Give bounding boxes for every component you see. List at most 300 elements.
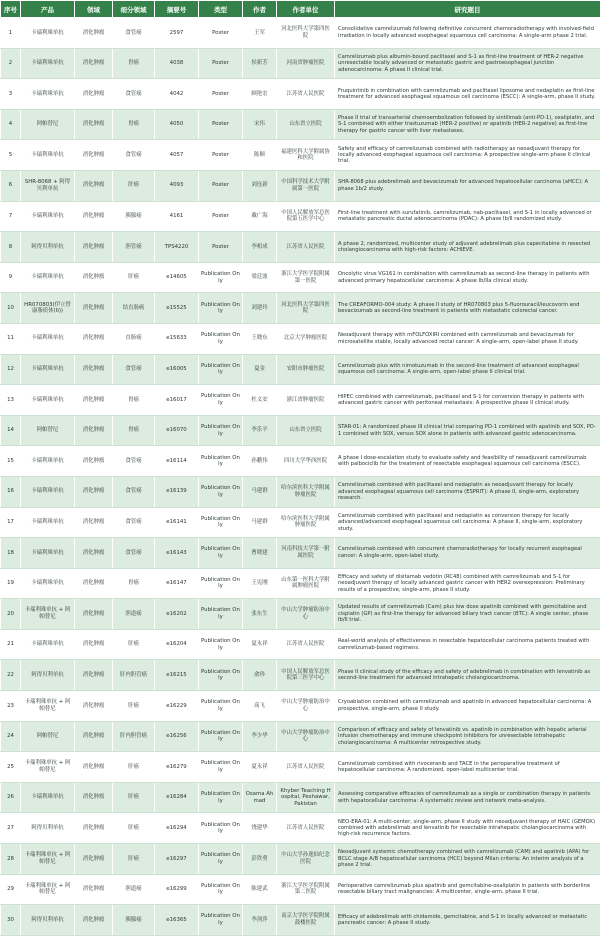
cell-field: 消化肿瘤 [75,79,113,110]
cell-field: 消化肿瘤 [75,844,113,875]
cell-type: Publication Only [199,844,243,875]
table-row [1,140,600,171]
cell-product: 卡瑞利珠单抗 [21,262,75,293]
cell-no: 8 [1,232,21,263]
table-row [1,813,600,844]
table-row [1,660,600,691]
table-row [1,476,600,507]
table-row [1,48,600,79]
cell-title: Perioperative camrelizumab plus apatinib and gemcitabine-oxaliplatin in patients with borderline resectable biliary tract malignancies: A multicenter, single-arm, phase II trial. [335,874,600,905]
cell-abstract: e16229 [155,691,199,722]
cell-type: Publication Only [199,905,243,936]
cell-title: Camrelizumab combined with concurrent chemoradiotherapy for locally recurrent esophageal cancer: A single-arm, open-label study. [335,538,600,569]
cell-type: Publication Only [199,752,243,783]
cell-institution: Khyber Teaching Hospital, Peshawar, Pakistan [277,782,335,813]
cell-title: Camrelizumab plus with nimotuzumab in the second-line treatment of advanced esophageal squamous cell carcinoma: A single-arm, open-label phase II clinical trial. [335,354,600,385]
cell-author: 李相成 [243,232,277,263]
header-author: 作者 [243,1,277,18]
cell-institution: 河北医科大学第四医院 [277,18,335,49]
cell-abstract: e16284 [155,782,199,813]
cell-no: 10 [1,293,21,324]
table-row [1,232,600,263]
cell-author: 曹晓建 [243,538,277,569]
cell-title: Fruquintinib in combination with camrelizumab and paclitaxel liposome and nedaplatin as first-line treatment for advanced esophageal squamous cell carcinoma (ESCC): A single-arm, phase II study. [335,79,600,110]
cell-product: 卡瑞利珠单抗 [21,79,75,110]
cell-field: 消化肿瘤 [75,323,113,354]
cell-field: 消化肿瘤 [75,568,113,599]
cell-abstract: 2597 [155,18,199,49]
cell-title: Comparison of efficacy and safety of lenvatinib vs. apatinib in combination with hepatic arterial infusion chemotherapy and immune checkpoint inhibitors for unresectable intrahepatic cholangiocarcinoma: A multicenter retrospective study. [335,721,600,752]
cell-product: 阿帕替尼 [21,721,75,752]
cell-product: 卡瑞利珠单抗 [21,201,75,232]
cell-abstract: e15633 [155,323,199,354]
cell-title: Phase II clinical study of the efficacy and safety of adebrelimab in combination with lenvatinib as second-line treatment for advanced intrahepatic cholangiocarcinoma. [335,660,600,691]
cell-institution: 中国人民解放军总医院第五医学中心 [277,201,335,232]
cell-title: Cryoablation combined with camrelizumab and apatinib in advanced hepatocellular carcinoma: A prospective, single-arm, phase II study. [335,691,600,722]
cell-abstract: e16139 [155,476,199,507]
cell-subfield: 胃癌 [113,109,155,140]
cell-abstract: e16202 [155,599,199,630]
cell-title: First-line treatment with surufatinib, camrelizumab, nab-paclitaxel, and S-1 in locally advanced or metastatic pancreatic ductal adenocarcinoma (PDAC): A phase Ib/II randomized study. [335,201,600,232]
cell-product: 阿帕替尼 [21,109,75,140]
cell-title: Neoadjuvant systemic chemotherapy combined with camrelizumab (CAM) and apatinib (APA) for BCLC stage A/B hepatocellular carcinoma (HCC) beyond Milan criteria: An interim analysis of a phase 2 trial. [335,844,600,875]
table-row [1,629,600,660]
cell-product: 卡瑞利珠单抗 [21,629,75,660]
cell-title: SHR-8068 plus adebrelimab and bevacizumab for advanced hepatocellular carcinoma (aHCC): A phase 1b/2 study. [335,170,600,201]
cell-abstract: e16215 [155,660,199,691]
cell-type: Publication Only [199,660,243,691]
cell-author: 张东生 [243,599,277,630]
cell-product: 阿得贝利单抗 [21,232,75,263]
cell-type: Publication Only [199,721,243,752]
cell-subfield: 胆管癌 [113,232,155,263]
cell-subfield: 食管癌 [113,446,155,477]
cell-abstract: 4050 [155,109,199,140]
cell-subfield: 食管癌 [113,507,155,538]
cell-author: 夏金 [243,354,277,385]
cell-type: Poster [199,170,243,201]
cell-institution: 江苏省人民医院 [277,629,335,660]
cell-institution: 中国科学技术大学附属第一医院 [277,170,335,201]
cell-field: 消化肿瘤 [75,262,113,293]
cell-subfield: 结直肠癌 [113,293,155,324]
cell-type: Poster [199,109,243,140]
cell-subfield: 食管癌 [113,79,155,110]
cell-field: 消化肿瘤 [75,232,113,263]
cell-author: 李剑萍 [243,905,277,936]
header-no: 序号 [1,1,21,18]
cell-no: 17 [1,507,21,538]
cell-abstract: e16141 [155,507,199,538]
cell-author: 夏永祥 [243,629,277,660]
cell-no: 6 [1,170,21,201]
cell-title: Camrelizumab combined with rivoceranib and TACE in the perioperative treatment of hepatocellular carcinoma: A randomized, open-label multicenter trial. [335,752,600,783]
cell-field: 消化肿瘤 [75,691,113,722]
cell-abstract: 4038 [155,48,199,79]
cell-product: 卡瑞利珠单抗 [21,446,75,477]
cell-field: 消化肿瘤 [75,354,113,385]
table-row [1,293,600,324]
cell-type: Publication Only [199,813,243,844]
cell-title: Assessing comparative efficacies of camrelizumab as a single or combination therapy in patients with hepatocellular carcinoma: A systematic review and network meta-analysis. [335,782,600,813]
cell-product: 阿得贝利单抗 [21,660,75,691]
cell-type: Publication Only [199,782,243,813]
cell-institution: 四川大学华西医院 [277,446,335,477]
cell-field: 消化肿瘤 [75,385,113,416]
table-row [1,782,600,813]
cell-institution: 安阳市肿瘤医院 [277,354,335,385]
cell-field: 消化肿瘤 [75,109,113,140]
table-body [1,18,600,936]
cell-abstract: 4161 [155,201,199,232]
cell-author: 王晓东 [243,323,277,354]
table-row [1,568,600,599]
cell-product: 卡瑞利珠单抗 + 阿帕替尼 [21,599,75,630]
cell-product: 卡瑞利珠单抗 + 阿帕替尼 [21,874,75,905]
cell-product: 阿帕替尼 [21,415,75,446]
header-abstract: 摘要号 [155,1,199,18]
cell-type: Publication Only [199,599,243,630]
cell-no: 2 [1,48,21,79]
table-row [1,844,600,875]
cell-subfield: 肝癌 [113,844,155,875]
cell-title: Safety and efficacy of camrelizumab combined with radiotherapy as neoadjuvant therapy for locally advanced esophageal squamous cell carcinoma: A prospective single-arm phase II clinical trial. [335,140,600,171]
cell-title: STAR-01: A randomized phase III clinical trial comparing PD-1 combined with apatinib and SOX, PD-1 combined with SOX, versus SOX alone in patients with advanced gastric adenocarcinoma. [335,415,600,446]
cell-title: The CREAFORMO-004 study: A phase II study of HR070803 plus 5-fluorouracil/leucovorin and bevacizumab as second-line treatment in patients with metastatic colorectal cancer. [335,293,600,324]
cell-subfield: 胃癌 [113,568,155,599]
cell-institution: 浙江大学医学院附属第一医院 [277,262,335,293]
cell-no: 3 [1,79,21,110]
cell-no: 15 [1,446,21,477]
cell-institution: 江苏省人民医院 [277,232,335,263]
cell-no: 12 [1,354,21,385]
cell-abstract: e16114 [155,446,199,477]
cell-institution: 山东省立医院 [277,415,335,446]
cell-no: 18 [1,538,21,569]
cell-field: 消化肿瘤 [75,813,113,844]
cell-title: NEO-ERA-01: A multi-center, single-arm, phase II study with neoadjuvant therapy of HAIC (GEMOX) combined with adebrelimab and lenvatinib for resectable intrahepatic cholangiocarcinoma with high-risk recurrence factors. [335,813,600,844]
cell-product: 卡瑞利珠单抗 [21,48,75,79]
cell-no: 11 [1,323,21,354]
header-product: 产品 [21,1,75,18]
cell-field: 消化肿瘤 [75,446,113,477]
table-row [1,905,600,936]
cell-abstract: e16279 [155,752,199,783]
cell-author: 王宪刚 [243,568,277,599]
cell-title: Consolidative camrelizumab following definitive concurrent chemoradiotherapy with involved-field irradiation in locally advanced esophageal squamous cell carcinoma: A single-arm phase 2 trial. [335,18,600,49]
cell-no: 19 [1,568,21,599]
cell-institution: 哈尔滨医科大学附属肿瘤医院 [277,476,335,507]
cell-abstract: e15525 [155,293,199,324]
cell-no: 29 [1,874,21,905]
cell-author: 侯新芳 [243,48,277,79]
cell-product: 卡瑞利珠单抗 [21,507,75,538]
table-row [1,354,600,385]
table-row [1,18,600,49]
cell-institution: 北京大学肿瘤医院 [277,323,335,354]
table-row [1,752,600,783]
cell-subfield: 肝癌 [113,262,155,293]
cell-field: 消化肿瘤 [75,293,113,324]
cell-product: 卡瑞利珠单抗 + 阿帕替尼 [21,844,75,875]
table-header [1,1,600,18]
cell-subfield: 食管癌 [113,538,155,569]
cell-no: 20 [1,599,21,630]
cell-product: 卡瑞利珠单抗 [21,538,75,569]
cell-abstract: e16143 [155,538,199,569]
cell-field: 消化肿瘤 [75,140,113,171]
cell-institution: 河南省肿瘤医院 [277,48,335,79]
cell-title: Phase II trial of transarterial chemoembolization followed by sintilimab (anti-PD-1), oxaliplatin, and S-1 combined with either trastuzumab (HER-2 positive) or apatinib (HER-2 negative) as first-line therapy for gastric cancer with liver metastases. [335,109,600,140]
cell-field: 消化肿瘤 [75,905,113,936]
header-title: 研究题目 [335,1,600,18]
cell-title: Neoadjuvant therapy with mFOLFOXIRI combined with camrelizumab and bevacizumab for microsatellite stable, locally advanced rectal cancer: A single-arm, open-label phase II study. [335,323,600,354]
cell-institution: 江苏省人民医院 [277,813,335,844]
cell-field: 消化肿瘤 [75,660,113,691]
cell-title: Camrelizumab plus albumin-bound paclitaxel and S-1 as first-line treatment of HER-2 negative unresectable locally advanced or metastatic gastric and gastroesophageal junction adenocarcinoma: A phase II clinical trial. [335,48,600,79]
table-row [1,170,600,201]
cell-institution: 江苏省人民医院 [277,79,335,110]
cell-type: Poster [199,201,243,232]
cell-no: 7 [1,201,21,232]
table-row [1,415,600,446]
cell-abstract: e16017 [155,385,199,416]
cell-product: 卡瑞利珠单抗 + 阿帕替尼 [21,691,75,722]
table-row [1,385,600,416]
cell-institution: 中国人民解放军总医院第三医学中心 [277,660,335,691]
cell-product: 阿得贝利单抗 [21,813,75,844]
cell-field: 消化肿瘤 [75,201,113,232]
cell-product: SHR-8068 + 阿得贝利单抗 [21,170,75,201]
cell-institution: 河北医科大学第四医院 [277,293,335,324]
cell-no: 28 [1,844,21,875]
cell-subfield: 胰腺癌 [113,201,155,232]
cell-product: 卡瑞利珠单抗 [21,323,75,354]
cell-field: 消化肿瘤 [75,170,113,201]
cell-institution: 福建医科大学附属协和医院 [277,140,335,171]
cell-title: Oncolytic virus VG161 in combination with camrelizumab as second-line therapy in patients with advanced primary hepatocellular carcinoma: A phase Ib/IIa clinical study. [335,262,600,293]
cell-title: Real-world analysis of effectiveness in resectable hepatocellular carcinoma patients treated with camrelizumab-based regimens. [335,629,600,660]
cell-type: Poster [199,140,243,171]
cell-author: 王军 [243,18,277,49]
cell-abstract: 4093 [155,170,199,201]
cell-type: Publication Only [199,446,243,477]
cell-title: HIPEC combined with camrelizumab, paclitaxel and S-1 for conversion therapy in patients with advanced gastric cancer with peritoneal metastasis: A prospective phase II clinical study. [335,385,600,416]
cell-type: Publication Only [199,691,243,722]
cell-institution: 山东第一医科大学附属肿瘤医院 [277,568,335,599]
cell-title: A phase 2, randomized, multicenter study of adjuvant adebrelimab plus capecitabine in resected cholangiocarcinoma with high-risk factors: ACHIEVE. [335,232,600,263]
cell-author: 刘连新 [243,170,277,201]
cell-institution: 哈尔滨医科大学附属肿瘤医院 [277,507,335,538]
table-row [1,691,600,722]
table-row [1,874,600,905]
cell-institution: 河南科技大学第一附属医院 [277,538,335,569]
cell-type: Poster [199,232,243,263]
cell-subfield: 食管癌 [113,18,155,49]
cell-author: 李少华 [243,721,277,752]
cell-institution: 江苏省人民医院 [277,752,335,783]
cell-institution: 中山大学肿瘤防治中心 [277,599,335,630]
cell-type: Publication Only [199,354,243,385]
cell-author: 戴广海 [243,201,277,232]
table-row [1,507,600,538]
cell-subfield: 肝癌 [113,629,155,660]
cell-author: 马建群 [243,476,277,507]
cell-no: 23 [1,691,21,722]
cell-institution: 中山大学孙逸仙纪念医院 [277,844,335,875]
header-institution: 作者单位 [277,1,335,18]
cell-field: 消化肿瘤 [75,599,113,630]
cell-subfield: 食管癌 [113,140,155,171]
cell-type: Publication Only [199,262,243,293]
cell-type: Publication Only [199,874,243,905]
cell-subfield: 肝癌 [113,691,155,722]
cell-author: Osama Ahmad [243,782,277,813]
cell-abstract: e16299 [155,874,199,905]
cell-subfield: 肝癌 [113,813,155,844]
table-row [1,599,600,630]
cell-subfield: 肝癌 [113,782,155,813]
cell-type: Publication Only [199,629,243,660]
cell-author: 马建群 [243,507,277,538]
cell-author: 饶建华 [243,813,277,844]
cell-type: Publication Only [199,293,243,324]
cell-field: 消化肿瘤 [75,629,113,660]
table-row [1,79,600,110]
cell-no: 4 [1,109,21,140]
cell-product: 卡瑞利珠单抗 [21,782,75,813]
cell-subfield: 肝内胆管癌 [113,660,155,691]
cell-institution: 浙江省肿瘤医院 [277,385,335,416]
cell-product: 卡瑞利珠单抗 [21,18,75,49]
cell-abstract: e16297 [155,844,199,875]
cell-no: 9 [1,262,21,293]
cell-subfield: 食管癌 [113,354,155,385]
cell-author: 高飞 [243,691,277,722]
cell-product: 卡瑞利珠单抗 [21,140,75,171]
cell-institution: 中山大学肿瘤防治中心 [277,721,335,752]
cell-no: 13 [1,385,21,416]
cell-type: Publication Only [199,538,243,569]
cell-subfield: 食管癌 [113,476,155,507]
cell-type: Publication Only [199,323,243,354]
cell-field: 消化肿瘤 [75,782,113,813]
cell-title: Camrelizumab combined with paclitaxel and nedaplatin as neoadjuvant therapy for locally advanced esophageal squamous cell carcinoma (ESPRIT): A phase II, single-arm, exploratory research. [335,476,600,507]
cell-no: 30 [1,905,21,936]
cell-author: 刘建玲 [243,293,277,324]
cell-no: 16 [1,476,21,507]
cell-product: 卡瑞利珠单抗 [21,476,75,507]
cell-subfield: 直肠癌 [113,323,155,354]
cell-field: 消化肿瘤 [75,415,113,446]
cell-abstract: 4057 [155,140,199,171]
cell-abstract: e16005 [155,354,199,385]
cell-product: 卡瑞利珠单抗 + 阿帕替尼 [21,752,75,783]
cell-abstract: e16294 [155,813,199,844]
cell-abstract: TPS4220 [155,232,199,263]
cell-field: 消化肿瘤 [75,507,113,538]
cell-author: 彭铁勇 [243,844,277,875]
cell-institution: 中山大学肿瘤防治中心 [277,691,335,722]
cell-title: Efficacy and safety of disitamab vedotin (RC48) combined with camrelizumab and S-1 for neoadjuvant therapy of locally advanced gastric cancer with HER2 overexpression: Preliminary results of a prospective, single-arm, phase II study. [335,568,600,599]
cell-abstract: e16204 [155,629,199,660]
cell-title: Efficacy of adebrelimab with chidamide, gemcitabine, and S-1 in locally advanced or metastatic pancreatic cancer: A phase II study. [335,905,600,936]
cell-field: 消化肿瘤 [75,48,113,79]
cell-type: Publication Only [199,476,243,507]
table-row [1,446,600,477]
cell-abstract: e14605 [155,262,199,293]
cell-institution: 南京大学医学院附属鼓楼医院 [277,905,335,936]
cell-no: 1 [1,18,21,49]
cell-no: 14 [1,415,21,446]
cell-field: 消化肿瘤 [75,752,113,783]
table-row [1,538,600,569]
cell-abstract: 4042 [155,79,199,110]
cell-no: 24 [1,721,21,752]
cell-abstract: e16070 [155,415,199,446]
header-field: 领域 [75,1,113,18]
cell-product: 卡瑞利珠单抗 [21,385,75,416]
cell-no: 5 [1,140,21,171]
cell-subfield: 胆道癌 [113,599,155,630]
cell-author: 李乐平 [243,415,277,446]
cell-no: 25 [1,752,21,783]
cell-field: 消化肿瘤 [75,721,113,752]
cell-type: Poster [199,18,243,49]
cell-type: Publication Only [199,415,243,446]
cell-product: 阿得贝利单抗 [21,905,75,936]
cell-field: 消化肿瘤 [75,18,113,49]
cell-type: Poster [199,79,243,110]
cell-subfield: 胰腺癌 [113,905,155,936]
cell-field: 消化肿瘤 [75,538,113,569]
cell-title: Updated results of camrelizumab (Cam) plus low dose apatinib combined with gemcitabine and cisplatin (GP) as first-line therapy for advanced biliary tract cancer (BTC): A single center, phase Ib/II trial. [335,599,600,630]
cell-title: A phase I dose-escalation study to evaluate safety and feasibility of neoadjuvant camrelizumab with palbociclib for the treatment of resectable esophageal squamous cell carcinoma (ESCC). [335,446,600,477]
cell-no: 26 [1,782,21,813]
cell-institution: 浙江大学医学院附属第二医院 [277,874,335,905]
cell-no: 22 [1,660,21,691]
cell-field: 消化肿瘤 [75,874,113,905]
cell-no: 27 [1,813,21,844]
cell-subfield: 肝内胆管癌 [113,721,155,752]
table-row [1,109,600,140]
cell-product: 卡瑞利珠单抗 [21,568,75,599]
header-subfield: 细分领域 [113,1,155,18]
table-row [1,721,600,752]
cell-subfield: 胃癌 [113,385,155,416]
cell-product: HR070803(伊立替康脂质体(II)) [21,293,75,324]
cell-product: 卡瑞利珠单抗 [21,354,75,385]
cell-author: 夏永祥 [243,752,277,783]
cell-title: Camrelizumab combined with paclitaxel and nedaplatin as conversion therapy for locally advanced/advanced esophageal squamous cell carcinoma: A phase II, single-arm, exploratory study. [335,507,600,538]
cell-subfield: 肝癌 [113,752,155,783]
header-type: 类型 [199,1,243,18]
cell-type: Publication Only [199,507,243,538]
table-row [1,201,600,232]
table-row [1,323,600,354]
cell-author: 梁廷波 [243,262,277,293]
table-row [1,262,600,293]
cell-type: Publication Only [199,385,243,416]
cell-author: 杜义安 [243,385,277,416]
cell-subfield: 肝癌 [113,170,155,201]
cell-abstract: e16147 [155,568,199,599]
cell-subfield: 胃癌 [113,48,155,79]
cell-type: Publication Only [199,568,243,599]
cell-author: 顾艳宏 [243,79,277,110]
cell-subfield: 胆道癌 [113,874,155,905]
cell-abstract: e16256 [155,721,199,752]
